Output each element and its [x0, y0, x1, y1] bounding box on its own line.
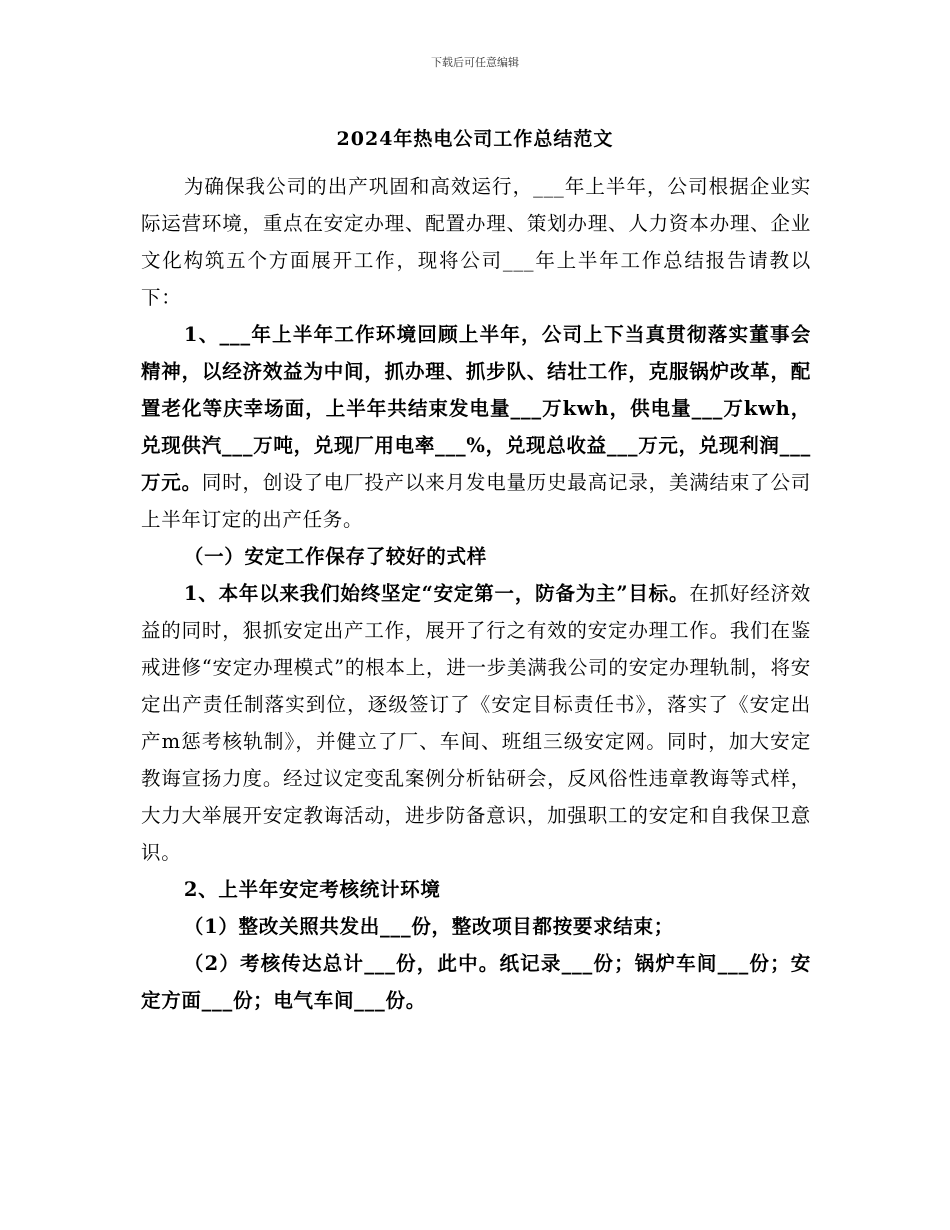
overview-normal-text: 同时，创设了电厂投产以来月发电量历史最高记录，美满结束了公司上半年订定的出产任务。 [141, 471, 811, 531]
stats-item-2: （2）考核传达总计___份，此中。纸记录___份；锅炉车间___份；安定方面___份；电气车间___份。 [141, 952, 811, 1012]
safety-normal-text: 在抓好经济效益的同时，狠抓安定出产工作，展开了行之有效的安定办理工作。我们在鉴戒进修“安定办理模式”的根本上，进一步美满我公司的安定办理轨制，将安定出产责任制落实到位，逐级签订了《安定目标责任书》，落实了《安定出产m惩考核轨制》，并健立了厂、车间、班组三级安定网。同时，加大安定教诲宣扬力度。经过议定变乱案例分析钻研会，反风俗性违章教诲等式样，大力大举展开安定教诲活动，进步防备意识，加强职工的安定和自我保卫意识。 [141, 582, 811, 864]
download-note: 下载后可任意编辑 [431, 56, 519, 69]
section-heading-safety: （一）安定工作保存了较好的式样 [183, 545, 487, 568]
stats-heading: 2、上半年安定考核统计环境 [183, 878, 441, 901]
document-body [141, 168, 811, 1019]
document-title: 2024年热电公司工作总结范文 [336, 128, 614, 150]
overview-bold-text: 1、___年上半年工作环境回顾上半年，公司上下当真贯彻落实董事会精神，以经济效益为中间，抓办理、抓步队、结壮工作，克服锅炉改革，配置老化等庆幸场面，上半年共结束发电量___万kwh，供电量___万kwh，兑现供汽___万吨，兑现厂用电率___%，兑现总收益___万元，兑现利润___万元。 [141, 323, 811, 494]
safety-paragraph [141, 575, 811, 871]
overview-paragraph [141, 316, 811, 538]
safety-bold-text: 1、本年以来我们始终坚定“安定第一，防备为主”目标。 [183, 582, 690, 605]
intro-paragraph: 为确保我公司的出产巩固和高效运行，___年上半年，公司根据企业实际运营环境，重点在安定办理、配置办理、策划办理、人力资本办理、企业文化构筑五个方面展开工作，现将公司___年上半年工作总结报告请教以下： [141, 175, 811, 309]
stats-item-1: （1）整改关照共发出___份，整改项目都按要求结束； [183, 915, 674, 938]
